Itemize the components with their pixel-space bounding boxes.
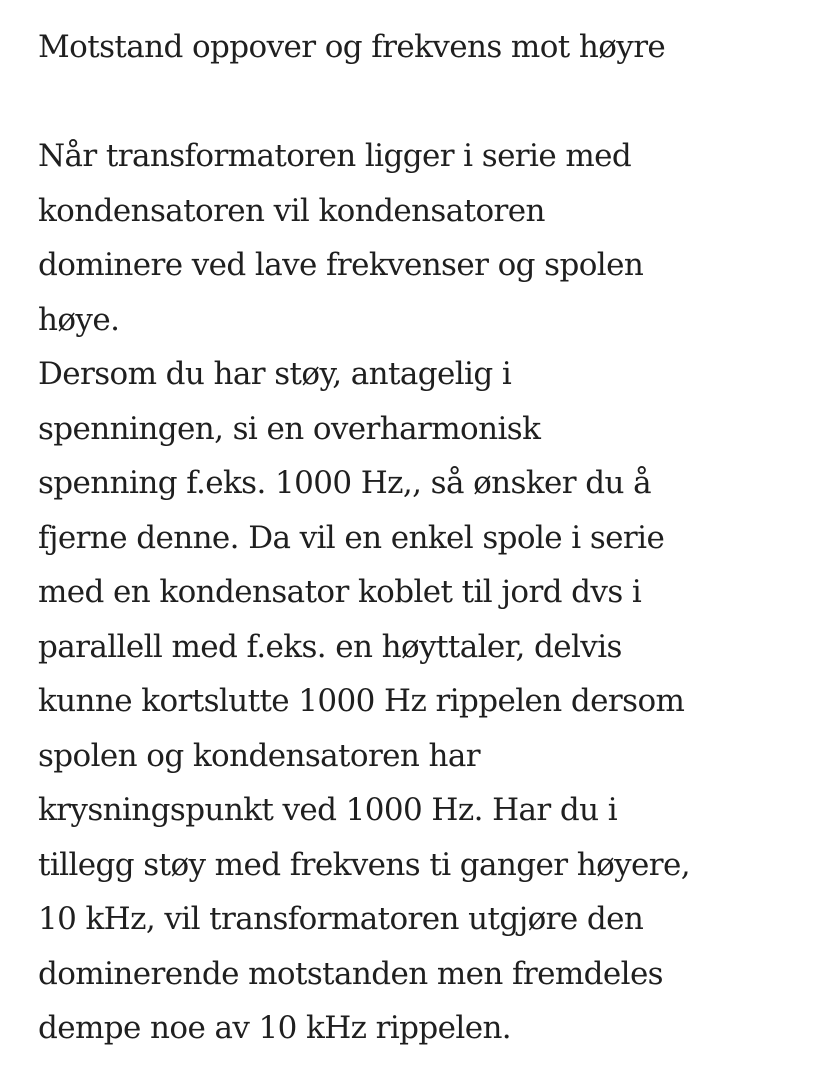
paragraph-line: Dersom du har støy, antagelig i: [38, 356, 512, 392]
paragraph-line: kunne kortslutte 1000 Hz rippelen dersom: [38, 683, 685, 719]
paragraph-2: [38, 347, 808, 1056]
paragraph-1: [38, 129, 808, 347]
paragraph-gap: [38, 75, 808, 130]
paragraph-line: spenningen, si en overharmonisk: [38, 410, 541, 447]
paragraph-line: fjerne denne. Da vil en enkel spole i serie: [38, 519, 665, 556]
paragraph-line: dominere ved lave frekvenser og spolen: [38, 247, 644, 283]
heading-line: Motstand oppover og frekvens mot høyre: [38, 29, 666, 65]
paragraph-line: spenning f.eks. 1000 Hz,, så ønsker du å: [38, 465, 651, 501]
paragraph-line: tillegg støy med frekvens ti ganger høyere,: [38, 846, 691, 883]
paragraph-line: parallell med f.eks. en høyttaler, delvis: [38, 628, 622, 665]
paragraph-line: kondensatoren vil kondensatoren: [38, 192, 545, 229]
paragraph-line: med en kondensator koblet til jord dvs i: [38, 574, 642, 610]
paragraph-line: høye.: [38, 301, 120, 338]
document-body: [38, 20, 808, 1056]
paragraph-line: Når transformatoren ligger i serie med: [38, 138, 632, 174]
paragraph-line: 10 kHz, vil transformatoren utgjøre den: [38, 901, 644, 937]
paragraph-line: dempe noe av 10 kHz rippelen.: [38, 1010, 512, 1046]
paragraph-line: dominerende motstanden men fremdeles: [38, 955, 663, 992]
paragraph-line: krysningspunkt ved 1000 Hz. Har du i: [38, 792, 618, 828]
paragraph-line: spolen og kondensatoren har: [38, 737, 480, 774]
